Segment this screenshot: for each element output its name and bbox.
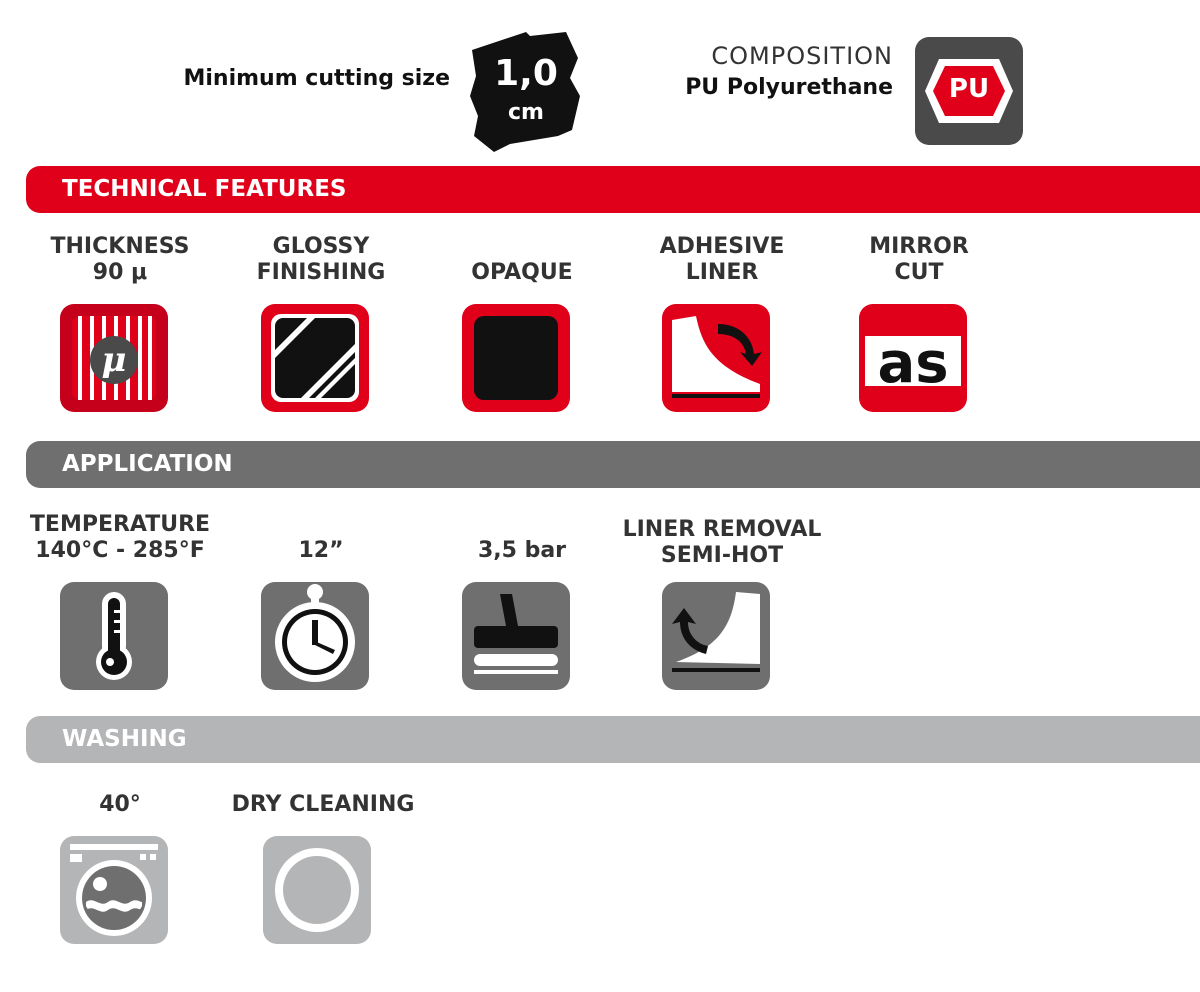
mirror-cut-glyph: as <box>877 331 949 396</box>
time-label: 12” <box>298 538 344 563</box>
liner-removal-icon <box>662 582 770 690</box>
wash-temp-label: 40° <box>99 792 141 817</box>
liner-removal-label-2: SEMI-HOT <box>660 543 784 568</box>
pu-code: PU <box>948 74 990 104</box>
composition-heading: COMPOSITION <box>711 42 893 70</box>
temperature-label: TEMPERATURE <box>29 512 211 537</box>
washing-machine-icon <box>60 836 168 944</box>
washing-title: WASHING <box>62 726 187 752</box>
adhesive-liner-icon <box>662 304 770 412</box>
technical-features-title: TECHNICAL FEATURES <box>62 176 347 202</box>
min-cut-label: Minimum cutting size <box>183 66 450 91</box>
pressure-label: 3,5 bar <box>477 538 567 563</box>
adhesive-label-2: LINER <box>685 260 759 285</box>
application-title: APPLICATION <box>62 451 233 477</box>
application-bar <box>26 441 1200 488</box>
mirror-label-2: CUT <box>894 260 944 285</box>
composition-material: PU Polyurethane <box>685 75 893 100</box>
micron-thickness-icon <box>60 304 168 412</box>
thermometer-icon <box>60 582 168 690</box>
mirror-label-1: MIRROR <box>869 234 969 259</box>
opaque-finish-icon <box>462 304 570 412</box>
stopwatch-icon <box>261 582 369 690</box>
glossy-finish-icon <box>261 304 369 412</box>
technical-features-bar <box>26 166 1200 213</box>
adhesive-label-1: ADHESIVE <box>659 234 785 259</box>
dry-cleaning-icon <box>263 836 371 944</box>
temperature-value: 140°C - 285°F <box>35 538 205 563</box>
liner-removal-label-1: LINER REMOVAL <box>622 517 822 542</box>
dry-cleaning-label: DRY CLEANING <box>231 792 415 817</box>
cut-size-unit: cm <box>508 100 544 125</box>
mirror-cut-icon <box>859 304 967 412</box>
washing-bar <box>26 716 1200 763</box>
press-icon <box>462 582 570 690</box>
glossy-label-1: GLOSSY <box>272 234 370 259</box>
micron-glyph: μ <box>101 340 127 380</box>
glossy-label-2: FINISHING <box>256 260 386 285</box>
opaque-label: OPAQUE <box>471 260 573 285</box>
thickness-value: 90 μ <box>92 260 148 285</box>
thickness-label: THICKNESS <box>50 234 190 259</box>
cut-size-value: 1,0 <box>494 53 558 94</box>
